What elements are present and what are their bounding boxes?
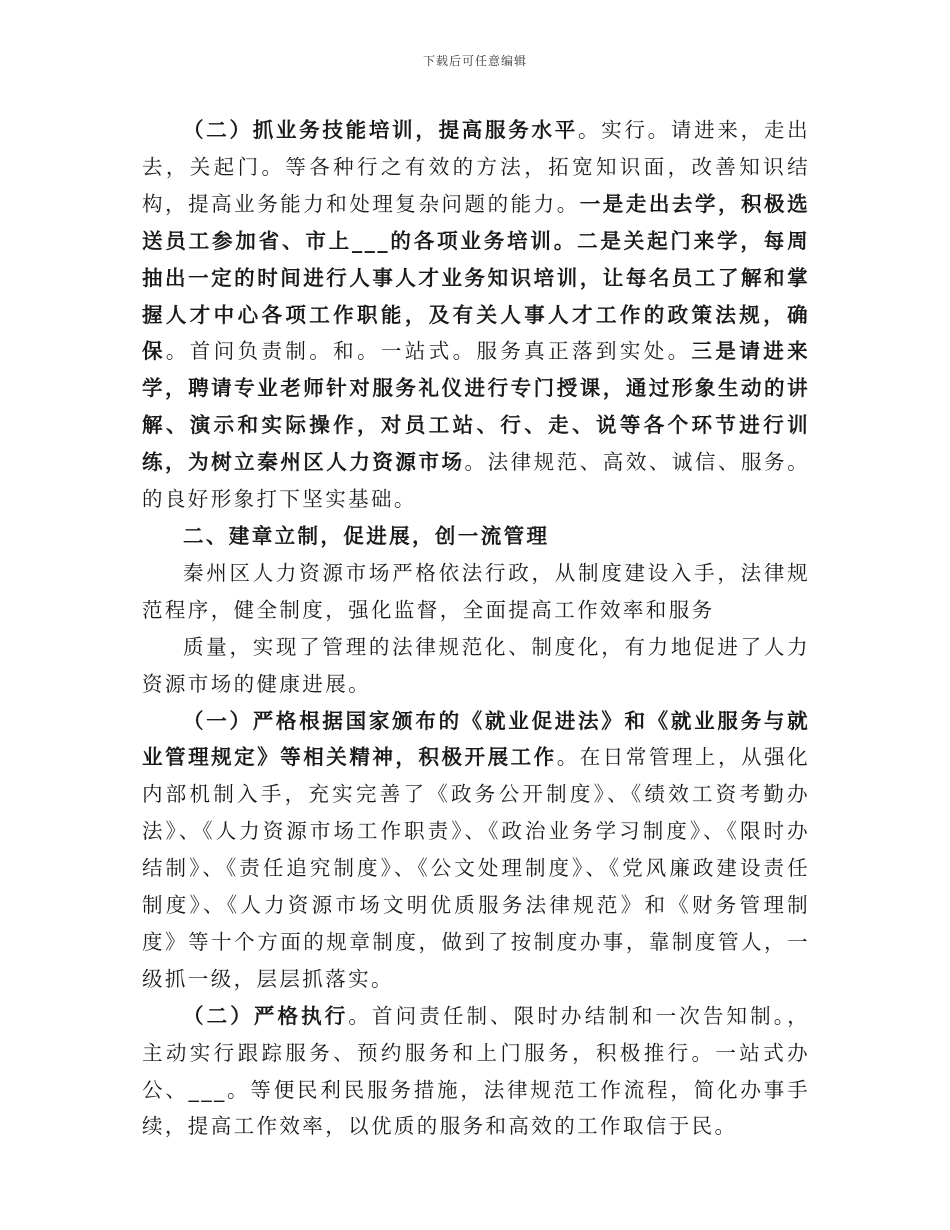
paragraph-text: 。首问责任制、限时办结制和一次告知制。，主动实行跟踪服务、预约服务和上门服务，积极推行。一站式办公、___。等便民利民服务措施，法律规范工作流程，简化办事手续，提高工作效率，以优质的服务和高效的工作取信于民。: [142, 1003, 810, 1139]
paragraph-text: 。首问负责制。和。一站式。服务真正落到实处。: [165, 339, 692, 364]
document-body: [142, 112, 810, 1145]
paragraph-text: 。法律规范、高效、诚信、服务。的良好形象打下坚实基础。: [142, 450, 810, 512]
paragraph-emphasis: 三是请进来学，聘请专业老师针对服务礼仪进行专门授课，通过形象生动的讲解、演示和实际操作，对员工站、行、走、说等各个环节进行训练，为树立秦州区人力资源市场: [142, 339, 810, 475]
paragraph-lead: （二）抓业务技能培训，提高服务水平: [183, 118, 578, 142]
paragraph-training: [142, 112, 810, 518]
paragraph-execution: [142, 998, 810, 1146]
paragraph-intro: 秦州区人力资源市场严格依法行政，从制度建设入手，法律规范程序，健全制度，强化监督，全面提高工作效率和服务: [142, 560, 810, 622]
paragraph-emphasis: 一是走出去学，积极选送员工参加省、市上___的各项业务培训。二是关起门来学，每周抽出一定的时间进行人事人才业务知识培训，让每名员工了解和掌握人才中心各项工作职能，及有关人事人才工作的政策法规，确保: [142, 191, 810, 364]
paragraph-text: 。在日常管理上，从强化内部机制入手，充实完善了《政务公开制度》、《绩效工资考勤办法》、《人力资源市场工作职责》、《政治业务学习制度》、《限时办结制》、《责任追究制度》、《公文处理制度》、《党风廉政建设责任制度》、《人力资源市场文明优质服务法律规范》和《财务管理制度》等十个方面的规章制度，做到了按制度办事，靠制度管人，一级抓一级，层层抓落实。: [142, 745, 810, 991]
paragraph-intro-continued: 质量，实现了管理的法律规范化、制度化，有力地促进了人力资源市场的健康进展。: [142, 634, 810, 696]
paragraph-lead: （二）严格执行: [183, 1003, 349, 1028]
paragraph-regulations: [142, 703, 810, 998]
section-heading: 二、建章立制，促进展，创一流管理: [183, 523, 550, 548]
paragraph-text: 。实行。请进来，走出去，关起门。等各种行之有效的方法，拓宽知识面，改善知识结构，提高业务能力和处理复杂问题的能力。: [142, 118, 810, 216]
paragraph-lead: （一）严格根据国家颁布的《就业促进法》和《就业服务与就业管理规定》等相关精神，积极开展工作: [142, 708, 810, 770]
page-header: 下载后可任意编辑: [422, 54, 527, 68]
